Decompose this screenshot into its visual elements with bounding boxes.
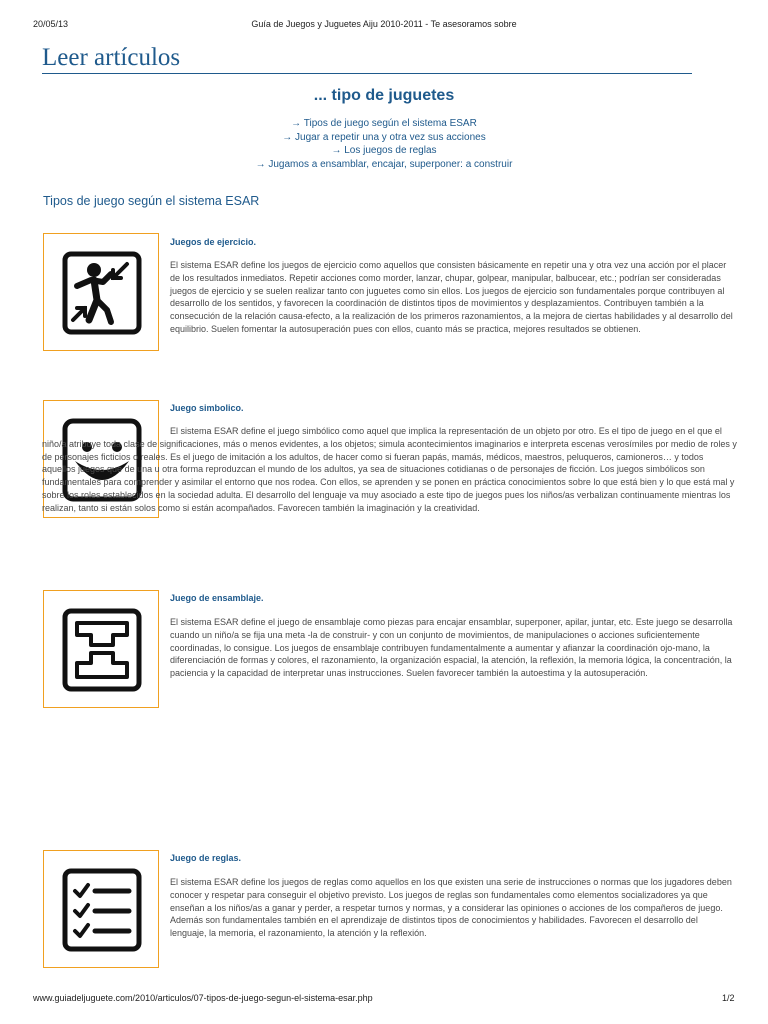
toc-link-jugar-repetir[interactable]: → Jugar a repetir una y otra vez sus acciones <box>282 131 486 143</box>
print-page-title: Guía de Juegos y Juguetes Aiju 2010-2011 - Te asesoramos sobre <box>251 19 517 29</box>
toc-link-juegos-reglas[interactable]: → Los juegos de reglas <box>331 145 437 156</box>
item-body-reglas: El sistema ESAR define los juegos de reglas como aquellos en los que existen una serie de instrucciones o normas que los jugadores deben conocer y respetar para conseguir el objetivo previsto. Los juegos de reglas son fundamentales como elementos socializadores ya que enseñan a los niños/as a ganar y perder, a respetar turnos y normas, y a considerar las opiniones o acciones de los compañeros de juego. Además son fundamentales también en el aprendizaje de distintos tipos de conocimientos y habilidades. Favorecen el desarrollo del lenguaje, la memoria, el razonamiento, la atención y la reflexión. <box>170 877 732 939</box>
item-heading-ejercicio: Juegos de ejercicio. <box>170 237 257 247</box>
item-heading-simbolico: Juego simbolico. <box>170 403 244 413</box>
rules-icon-box <box>43 850 159 968</box>
page-number: 1/2 <box>722 993 735 1003</box>
toc-link-ensamblar[interactable]: → Jugamos a ensamblar, encajar, superponer: a construir <box>255 158 513 170</box>
item-heading-ensamblaje: Juego de ensamblaje. <box>170 593 264 603</box>
running-child-icon <box>61 250 143 336</box>
item-heading-reglas: Juego de reglas. <box>170 853 242 863</box>
section-title: Tipos de juego según el sistema ESAR <box>43 194 260 208</box>
item-body-ensamblaje: El sistema ESAR define el juego de ensamblaje como piezas para encajar ensamblar, superponer, apilar, juntar, etc. Este juego se desarrolla cuando un niño/a se fija una meta -la de construir- y con un conjunto de movimientos, de manipulaciones o acciones suficientemente coordinadas, lo consigue. Los juegos de ensamblaje contribuyen fundamentalmente a aumentar y afianzar la coordinación ojo-mano, la diferenciación de formas y colores, el razonamiento, la organización espacial, la atención, la reflexión, la memoria lógica, la concentración, la paciencia y la capacidad de interpretar unas instrucciones. Suelen favorecer también la autoestima y la autosuperación. <box>170 617 733 679</box>
checklist-icon <box>61 867 143 953</box>
item-body-ejercicio: El sistema ESAR define los juegos de ejercicio como aquellos que consisten básicamente en repetir una y otra vez una acción por el placer de los resultados inmediatos. Repetir acciones como morder, lanzar, chupar, golpear, manipular, balbucear, etc.; podrían ser consideradas juegos de ejercicio y se suelen realizar tanto con juguetes como sin ellos. Los juegos de ejercicio son fundamentales porque contribuyen al desarrollo de los sentidos, y favorecen la coordinación de distintos tipos de movimientos y desplazamientos. Contribuyen también a la consecución de la relación causa-efecto, a la realización de los primeros razonamientos, a la mejora de ciertas habilidades y al desarrollo del equilibrio. Suelen fomentar la autosuperación pues con ellos, cuanto más se practica, mejores resultados se obtienen. <box>170 260 733 334</box>
assembly-icon-box <box>43 590 159 708</box>
item-body-simbolico-text: El sistema ESAR define el juego simbólico como aquel que implica la representación de un objeto por otro. Es el tipo de juego en el que el niño/a atribuye toda clase de significaciones, más o menos evidentes, a los objetos; simula acontecimientos imaginarios e interpreta escenas verosímiles por medio de roles y de personajes ficticios o reales. Es el juego de imitación a los adultos, de hacer como si fueran papás, mamás, médicos, maestros, peluqueros, camioneros… y todos aquellos juegos que de una u otra forma reproduzcan el mundo de los adultos, ya sea de situaciones cotidianas o de personajes de ficción. Los juegos simbólicos son fundamentales para comprender y asimilar el entorno que nos rodea. Con ellos, se aprenden y se ponen en práctica conocimientos sobre lo que está bien y lo que está mal y sobre los roles establecidos en la sociedad adulta. El desarrollo del lenguaje va muy asociado a este tipo de juegos pues los niños/as verbalizan continuamente mientras los realizan, tanto si están solos como si están acompañados. Favorecen también la imaginación y la creatividad. <box>42 426 737 513</box>
footer-url: www.guiadeljuguete.com/2010/articulos/07-tipos-de-juego-segun-el-sistema-esar.php <box>33 993 373 1003</box>
page-title: Leer artículos <box>42 44 181 71</box>
assembly-blocks-icon <box>61 607 143 693</box>
title-divider <box>42 73 692 74</box>
toc-link-tipos-juego[interactable]: → Tipos de juego según el sistema ESAR <box>291 118 477 129</box>
print-date: 20/05/13 <box>33 19 69 29</box>
article-subtitle: ... tipo de juguetes <box>313 87 455 104</box>
item-body-simbolico <box>42 425 738 515</box>
table-of-contents <box>0 117 768 171</box>
exercise-icon-box <box>43 233 159 351</box>
